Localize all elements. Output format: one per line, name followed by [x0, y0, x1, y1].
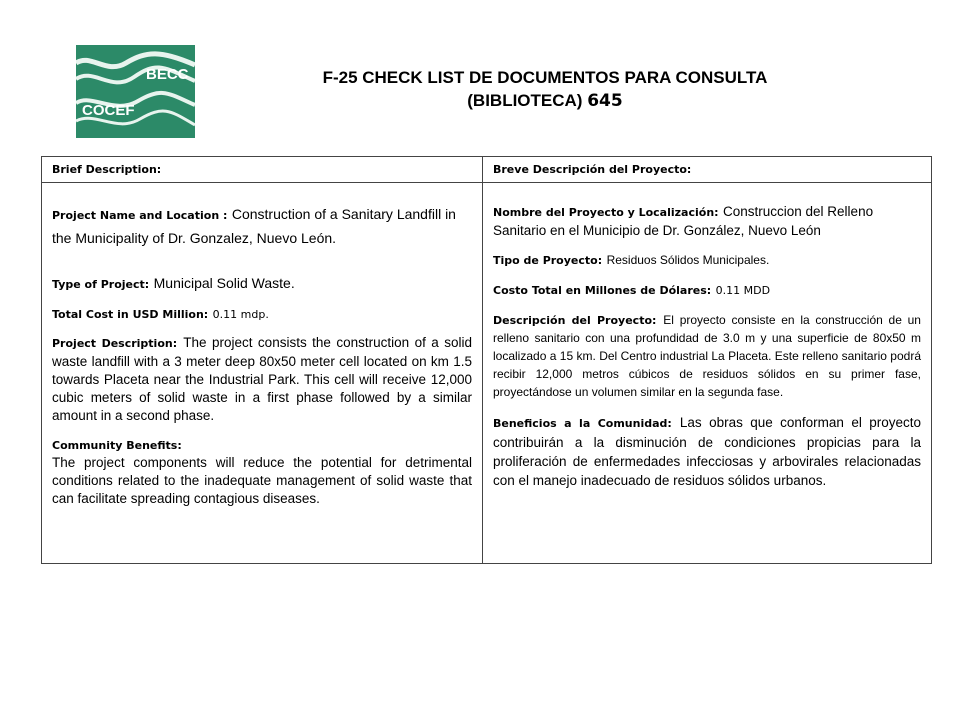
- title-line-2: [200, 89, 890, 113]
- project-type-label: Type of Project:: [52, 278, 150, 291]
- project-name-value: Construction of a Sanitary Landfill in the Municipality of Dr. Gonzalez, Nuevo León.: [52, 206, 456, 246]
- tipo-proyecto-paragraph: [493, 252, 921, 269]
- project-type-value: Municipal Solid Waste.: [153, 275, 295, 291]
- costo-total-label: Costo Total en Millones de Dólares:: [493, 284, 712, 297]
- community-benefits-value-text: The project components will reduce the potential for detrimental conditions related to the inadequate management of solid waste that can facilitate spreading contagious diseases.: [52, 455, 472, 506]
- title-line-1: F-25 CHECK LIST DE DOCUMENTOS PARA CONSULTA: [322, 68, 768, 87]
- total-cost-value: 0.11 mdp.: [212, 308, 269, 321]
- title-number: 645: [587, 91, 623, 111]
- project-description-paragraph: [52, 334, 472, 425]
- descripcion-proyecto-value: El proyecto consiste en la construcción de un relleno sanitario con una profundidad de 3.0 m y una superficie de 80x50 m localizado a 15 km. Del Centro industrial La Placeta. Este relleno sanitario podrá recibir 12,000 metros cúbicos de residuos sólidos en su primer fase, proyectándose un volumen similar en la segunda fase.: [493, 313, 921, 399]
- project-description-label: Project Description:: [52, 337, 178, 350]
- description-table: [41, 156, 932, 564]
- spanish-description-cell: [483, 183, 932, 564]
- nombre-proyecto-value: Construccion del Relleno Sanitario en el Municipio de Dr. González, Nuevo León: [493, 204, 874, 238]
- logo-text-becc: BECC: [146, 66, 189, 83]
- english-description-cell: [42, 183, 483, 564]
- community-benefits-value: [52, 454, 472, 508]
- project-name-paragraph: [52, 203, 472, 250]
- costo-total-value: 0.11 MDD: [715, 284, 771, 297]
- community-benefits-label: [52, 437, 472, 454]
- beneficios-comunidad-value: Las obras que conforman el proyecto contribuirán a la disminución de condiciones propicias para la proliferación de enfermedades infecciosas y arbovirales relacionadas con el manejo inadecuado de residuos sólidos urbanos.: [493, 415, 921, 488]
- table-body-row: [42, 183, 932, 564]
- project-description-value: The project consists the construction of a solid waste landfill with a 3 meter deep 80x50 meter cell located on km 1.5 towards Placeta near the Industrial Park. This cell will receive 12,000 cubic meters of solid waste in a first phase followed by a similar amount in a second phase.: [52, 335, 472, 423]
- right-header: Breve Descripción del Proyecto:: [483, 157, 932, 183]
- logo-text-cocef: COCEF: [82, 102, 135, 119]
- total-cost-paragraph: [52, 305, 472, 324]
- beneficios-comunidad-paragraph: [493, 413, 921, 490]
- project-name-label: Project Name and Location :: [52, 209, 228, 222]
- left-header: Brief Description:: [42, 157, 483, 183]
- title-line-2-text: (BIBLIOTECA): [467, 91, 583, 110]
- nombre-proyecto-label: Nombre del Proyecto y Localización:: [493, 206, 719, 219]
- community-benefits-label-text: Community Benefits:: [52, 439, 182, 452]
- costo-total-paragraph: [493, 282, 921, 299]
- becc-cocef-logo: [76, 45, 195, 138]
- nombre-proyecto-paragraph: [493, 203, 921, 240]
- tipo-proyecto-value: Residuos Sólidos Municipales.: [606, 253, 770, 267]
- page-title: [200, 66, 890, 113]
- project-type-paragraph: [52, 274, 472, 294]
- beneficios-comunidad-label: Beneficios a la Comunidad:: [493, 417, 672, 430]
- logo-graphic: [76, 45, 195, 138]
- descripcion-proyecto-label: Descripción del Proyecto:: [493, 314, 657, 327]
- table-header-row: [42, 157, 932, 183]
- descripcion-proyecto-paragraph: [493, 311, 921, 401]
- total-cost-label: Total Cost in USD Million:: [52, 308, 209, 321]
- tipo-proyecto-label: Tipo de Proyecto:: [493, 254, 603, 267]
